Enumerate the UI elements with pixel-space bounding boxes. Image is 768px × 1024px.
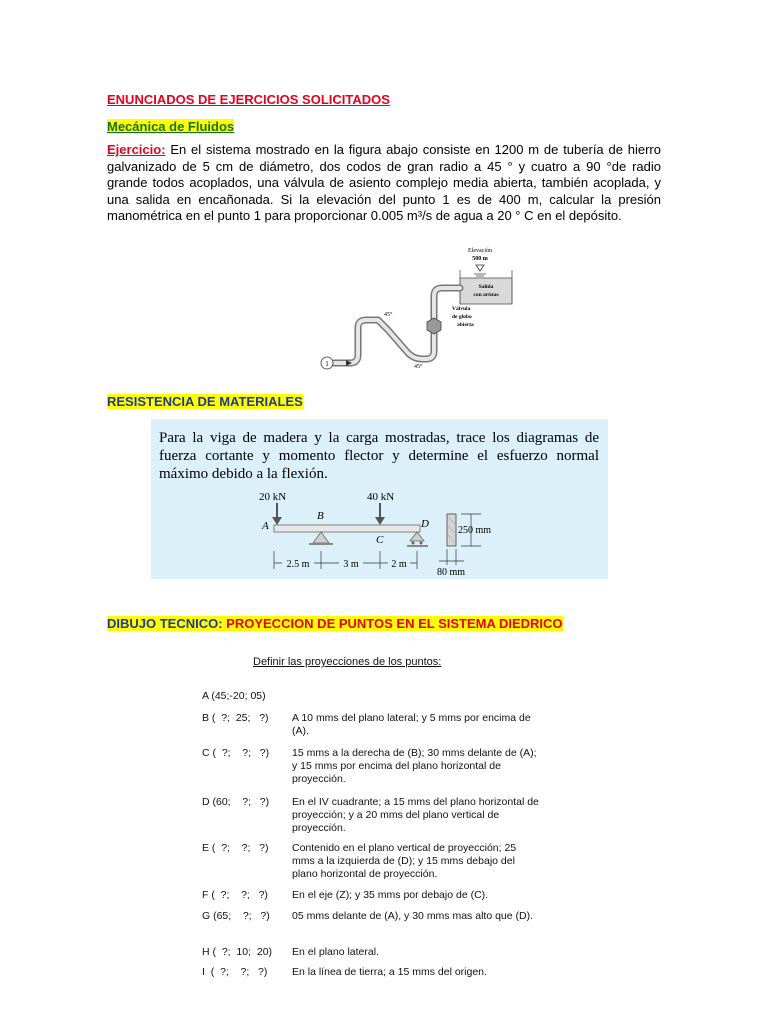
section-width-label: 80 mm	[436, 567, 466, 578]
point-coords: H ( ?; 10; 20)	[202, 946, 273, 958]
point-coords: I ( ?; ?; ?)	[202, 966, 268, 978]
drawing-subtitle: Definir las proyecciones de los puntos:	[253, 656, 442, 668]
exercise-body: En el sistema mostrado en la figura abajo consiste en 1200 m de tubería de hierro galvanizado de 5 cm de diámetro, dos codos de gran radio a 45 ° y cuatro a 90 °de radio grande todos acoplados, una válvula de asiento complejo media abierta, también acoplada, y una salida en encañonada. Si la elevación del punto 1 es de 400 m, calcular la presión manométrica en el punto 1 para proporcionar 0.005 m³/s de agua a 20 ° C en el depósito.	[107, 142, 661, 223]
dim-3m: 3 m	[343, 559, 359, 570]
points-list	[202, 690, 542, 990]
point-description: 15 mms a la derecha de (B); 30 mms delante de (A); y 15 mms por encima del plano horizontal de proyección.	[292, 747, 537, 785]
angle-bottom-label: 45°	[414, 364, 423, 370]
point-b-label: B	[317, 510, 324, 522]
load-40kn-arrow	[375, 517, 385, 525]
point-a-label: A	[262, 520, 269, 532]
point-1-label: 1	[325, 360, 329, 368]
elevation-value: 500 m	[472, 256, 488, 262]
globe-valve-icon	[427, 318, 441, 334]
point-coords: A (45;-20; 05)	[202, 690, 266, 702]
angle-top-label: 45°	[384, 312, 393, 318]
dim-2m: 2 m	[391, 559, 407, 570]
section-height-label: 250 mm	[458, 525, 492, 536]
point-coords: C ( ?; ?; ?)	[202, 747, 270, 759]
support-b	[313, 532, 329, 543]
point-description: En el plano lateral.	[292, 946, 379, 958]
fluids-title: Mecánica de Fluidos	[107, 119, 235, 134]
point-coords: F ( ?; ?; ?)	[202, 889, 268, 901]
page-heading: ENUNCIADOS DE EJERCICIOS SOLICITADOS	[107, 92, 390, 107]
point-c-label: C	[376, 534, 384, 546]
pipe-system-figure	[310, 238, 520, 378]
fluids-exercise-text	[107, 142, 661, 225]
valve-label-2: de globo	[452, 314, 472, 320]
point-d-label: D	[421, 518, 429, 530]
beam-problem-box	[151, 419, 608, 579]
load-40kn-label: 40 kN	[367, 491, 395, 503]
tank	[460, 278, 512, 304]
outlet-label-1: Salida	[478, 284, 494, 290]
point-description: En el eje (Z); y 35 mms por debajo de (C).	[292, 889, 489, 901]
point-description: En el IV cuadrante; a 15 mms del plano horizontal de proyección; y a 20 mms del plano vertical de proyección.	[292, 796, 539, 834]
cross-section	[447, 514, 456, 546]
beam	[274, 525, 420, 532]
point-coords: B ( ?; 25; ?)	[202, 712, 269, 724]
water-level-icon	[476, 265, 484, 271]
beam-figure	[151, 419, 608, 579]
exercise-label: Ejercicio:	[107, 142, 166, 157]
valve-label-3: abierta	[457, 322, 474, 328]
load-20kn-label: 20 kN	[259, 491, 287, 503]
load-20kn-arrow	[272, 517, 282, 525]
valve-label-1: Válvula	[452, 306, 471, 312]
fluids-section-title	[107, 118, 234, 136]
point-description: En la línea de tierra; a 15 mms del origen.	[292, 966, 487, 978]
outlet-label-2: con aristas	[473, 292, 499, 298]
point-description: A 10 mms del plano lateral; y 5 mms por encima de (A).	[292, 712, 531, 737]
dim-2-5m: 2.5 m	[286, 559, 310, 570]
drawing-title-suffix: PROYECCION DE PUNTOS EN EL SISTEMA DIEDRICO	[226, 616, 563, 631]
elevation-label: Elevación	[468, 248, 492, 254]
point-coords: D (60; ?; ?)	[202, 796, 270, 808]
beam-problem-text: Para la viga de madera y la carga mostradas, trace los diagramas de fuerza cortante y momento flector y determine el esfuerzo normal máximo debido a la flexión.	[159, 430, 599, 482]
drawing-section-title	[107, 615, 563, 633]
point-coords: E ( ?; ?; ?)	[202, 842, 269, 854]
point-description: 05 mms delante de (A), y 30 mms mas alto que (D).	[292, 910, 534, 922]
point-description: Contenido en el plano vertical de proyección; 25 mms a la izquierda de (D); y 15 mms debajo del plano horizontal de proyección.	[292, 842, 517, 880]
point-coords: G (65; ?; ?)	[202, 910, 270, 922]
materials-section-title	[107, 393, 303, 411]
support-d	[410, 532, 424, 541]
drawing-title-prefix: DIBUJO TECNICO:	[107, 616, 227, 631]
materials-title: RESISTENCIA DE MATERIALES	[107, 394, 303, 409]
